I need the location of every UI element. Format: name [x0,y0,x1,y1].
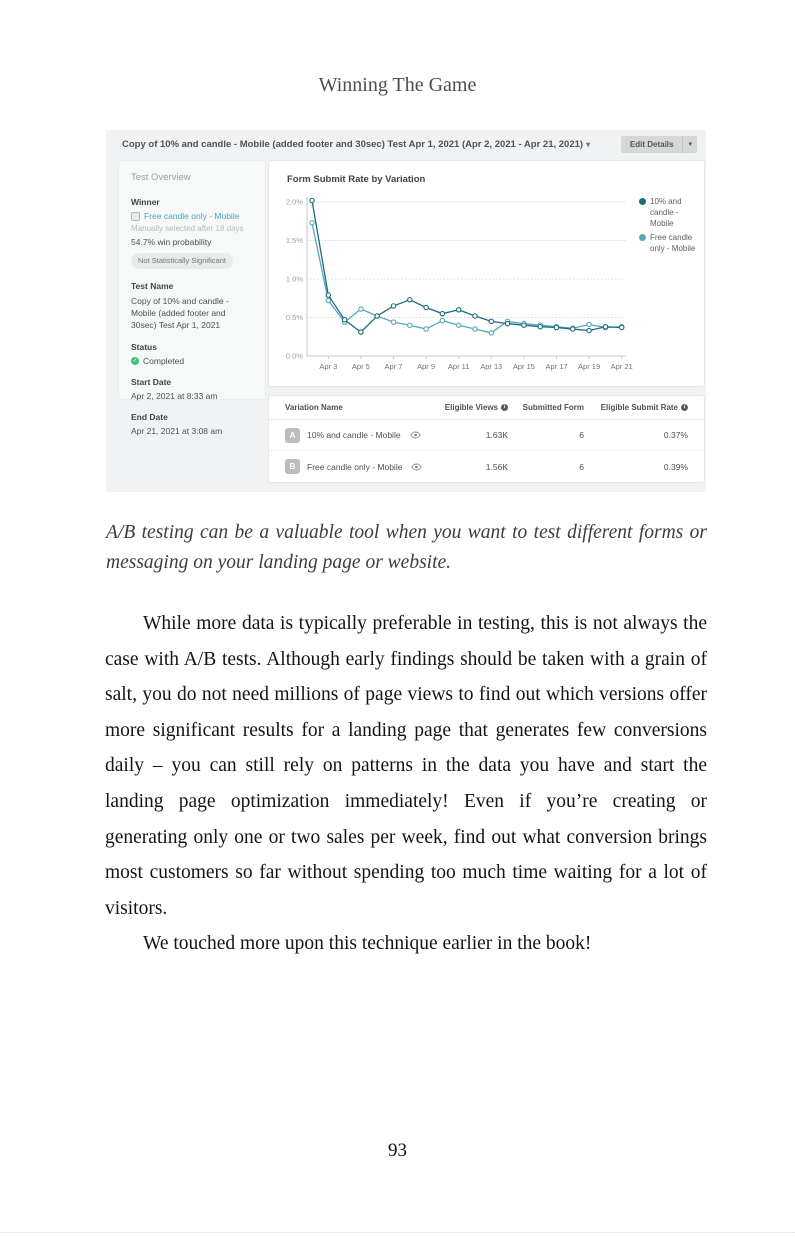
winner-label: Winner [131,197,160,208]
test-overview-panel [118,160,266,436]
svg-text:1.5%: 1.5% [285,236,303,245]
preview-eye-icon[interactable] [411,463,422,471]
variation-b-name: Free candle only - Mobile [307,461,403,472]
col-header-eligible-submit-rate [584,403,688,412]
legend-dot-icon [639,198,646,205]
test-name-label: Test Name [131,280,174,291]
winner-note: Manually selected after 18 days [131,224,244,234]
col-header-variation-name: Variation Name [285,403,343,412]
submit-rate-line-chart [269,161,706,388]
win-probability: 54.7% win probability [131,236,212,247]
figure-caption: A/B testing can be a valuable tool when you want to test different forms or messaging on your landing page or website. [106,522,707,573]
svg-text:0.0%: 0.0% [285,351,303,361]
tab-test-overview[interactable]: Test Overview [131,172,191,183]
table-header-row [269,396,704,420]
preview-eye-icon[interactable] [410,431,421,439]
test-title-dropdown[interactable] [122,139,621,150]
paragraph: We touched more upon this technique earlier in the book! [143,933,592,955]
legend-dot-icon [639,234,646,241]
paragraph: While more data is typically preferable in testing, this is not always the case with A/B tests. Although early findings should be taken with a grain of salt, you do not need millions of page views to find out which versions offer more significant results for a landing page that generates few conversions daily – you can still rely on patterns in the data you have and start the landing page optimization immediately! Even if you’re creating or generating only one or two sales per week, find out what conversion brings most customers so far without spending too much time waiting for a lot of visitors. [105,613,707,919]
variation-b-eligible-views: 1.56K [485,461,508,472]
test-name-value: Copy of 10% and candle - Mobile (added footer and 30sec) Test Apr 1, 2021 [131,295,229,331]
col-header-eligible-views [430,403,508,412]
svg-text:Apr 3: Apr 3 [319,362,338,371]
svg-text:0.5%: 0.5% [285,313,303,322]
svg-text:Apr 19: Apr 19 [578,362,601,371]
chart-title: Form Submit Rate by Variation [287,174,426,185]
winner-variation-link[interactable]: Free candle only - Mobile [144,211,240,222]
svg-text:Apr 17: Apr 17 [545,362,568,371]
table-row-variation-b [269,451,704,482]
svg-text:Apr 9: Apr 9 [417,362,436,371]
variation-table [268,395,705,483]
body-text [105,606,707,962]
edit-details-button[interactable]: Edit Details [621,136,684,153]
svg-text:Apr 11: Apr 11 [447,362,470,371]
end-date-value: Apr 21, 2021 at 3:08 am [131,425,223,436]
svg-text:Apr 7: Apr 7 [384,362,403,371]
edit-details-dropdown-button[interactable]: ▾ [683,136,697,153]
info-icon[interactable]: i [681,404,688,411]
info-icon[interactable]: i [501,404,508,411]
eligible-views-label: Eligible Views [444,403,498,412]
start-date-value: Apr 2, 2021 at 8:33 am [131,390,218,401]
svg-text:Apr 21: Apr 21 [610,362,633,371]
end-date-label: End Date [131,411,168,422]
running-header: Winning The Game [318,74,477,96]
page-bottom-divider [0,1232,795,1233]
table-row-variation-a [269,420,704,451]
status-value: Completed [143,355,185,366]
variation-a-badge: A [285,428,300,443]
legend-label: 10% and candle - Mobile [650,197,682,228]
test-header-bar [106,130,706,158]
legend-item [639,233,701,255]
legend-label: Free candle only - Mobile [650,233,696,254]
svg-text:Apr 5: Apr 5 [351,362,370,371]
page-number: 93 [388,1140,407,1161]
variation-a-submitted-form: 6 [579,430,584,440]
status-check-icon: ✓ [132,358,138,365]
svg-text:2.0%: 2.0% [285,197,303,207]
chart-card [268,160,705,387]
variation-b-submit-rate: 0.39% [663,461,688,472]
svg-text:1.0%: 1.0% [285,274,303,284]
variation-a-submit-rate: 0.37% [663,430,688,440]
edit-details-split-button [621,136,697,153]
ab-test-screenshot [106,130,706,492]
variation-a-eligible-views: 1.63K [485,430,508,440]
chevron-down-icon: ▾ [586,139,591,149]
test-title: Copy of 10% and candle - Mobile (added footer and 30sec) Test Apr 1, 2021 (Apr 2, 2021 - Apr 21, 2021) [122,138,584,150]
eligible-submit-rate-label: Eligible Submit Rate [600,403,678,412]
legend-item [639,197,701,229]
variation-b-submitted-form: 6 [579,461,584,472]
chart-legend [639,197,701,259]
winner-checkbox-icon [131,212,140,221]
status-label: Status [131,341,157,352]
significance-badge: Not Statistically Significant [131,253,233,269]
variation-b-badge: B [285,459,300,474]
svg-text:Apr 13: Apr 13 [480,362,503,371]
svg-text:Apr 15: Apr 15 [512,362,535,371]
col-header-submitted-form: Submitted Form [522,403,584,412]
start-date-label: Start Date [131,376,172,387]
variation-a-name: 10% and candle - Mobile [307,430,401,440]
